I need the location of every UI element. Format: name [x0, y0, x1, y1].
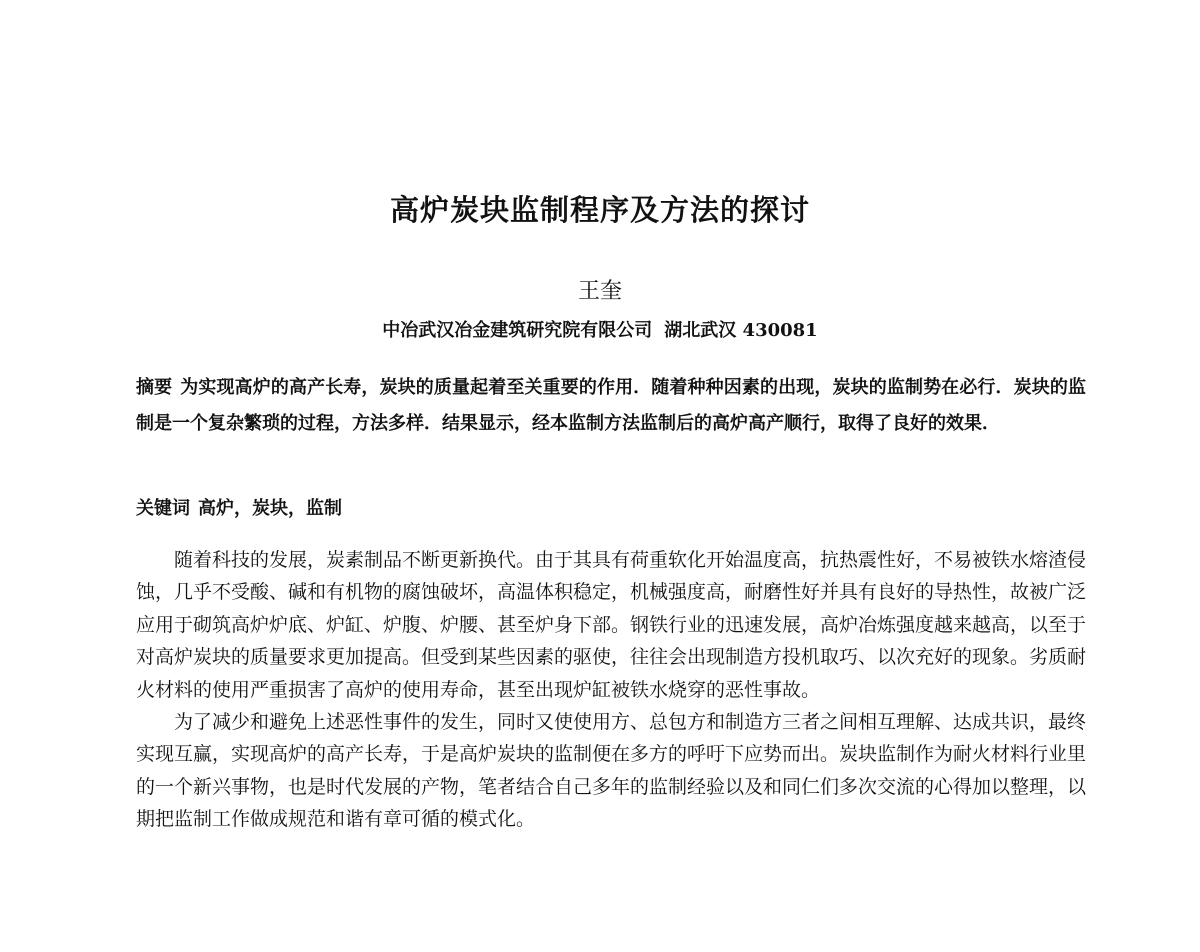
- author-name: 王奎: [577, 279, 622, 304]
- author-affiliation: [0, 316, 1200, 342]
- keywords: [136, 494, 1086, 524]
- body-text: [136, 544, 1086, 836]
- abstract: [136, 370, 1086, 442]
- paper-title: 高炉炭块监制程序及方法的探讨: [389, 193, 810, 227]
- keywords-label: 关键词: [136, 498, 190, 519]
- keywords-text: 高炉，炭块，监制: [198, 498, 342, 519]
- body-paragraph-2: 为了减少和避免上述恶性事件的发生，同时又使使用方、总包方和制造方三者之间相互理解、达成共识，最终实现互赢，实现高炉的高产长寿，于是高炉炭块的监制便在多方的呼吁下应势而出。炭块监制作为耐火材料行业里的一个新兴事物，也是时代发展的产物，笔者结合自己多年的监制经验以及和同仁们多次交流的心得加以整理，以期把监制工作做成规范和谐有章可循的模式化。: [136, 711, 1087, 831]
- body-paragraph-1: 随着科技的发展，炭素制品不断更新换代。由于其具有荷重软化开始温度高，抗热震性好，不易被铁水熔渣侵蚀，几乎不受酸、碱和有机物的腐蚀破坏，高温体积稳定，机械强度高，耐磨性好并具有良好的导热性，故被广泛应用于砌筑高炉炉底、炉缸、炉腹、炉腰、甚至炉身下部。钢铁行业的迅速发展，高炉冶炼强度越来越高，以至于对高炉炭块的质量要求更加提高。但受到某些因素的驱使，往往会出现制造方投机取巧、以次充好的现象。劣质耐火材料的使用严重损害了高炉的使用寿命，甚至出现炉缸被铁水烧穿的恶性事故。: [136, 549, 1087, 701]
- affiliation-location: 湖北武汉 430081: [664, 320, 818, 341]
- abstract-text: 为实现高炉的高产长寿，炭块的质量起着至关重要的作用．随着种种因素的出现，炭块的监制势在必行．炭块的监制是一个复杂繁琐的过程，方法多样．结果显示，经本监制方法监制后的高炉高产顺行，取得了良好的效果．: [136, 377, 1087, 434]
- affiliation-org: 中冶武汉冶金建筑研究院有限公司: [382, 320, 653, 341]
- abstract-label: 摘要: [136, 377, 173, 398]
